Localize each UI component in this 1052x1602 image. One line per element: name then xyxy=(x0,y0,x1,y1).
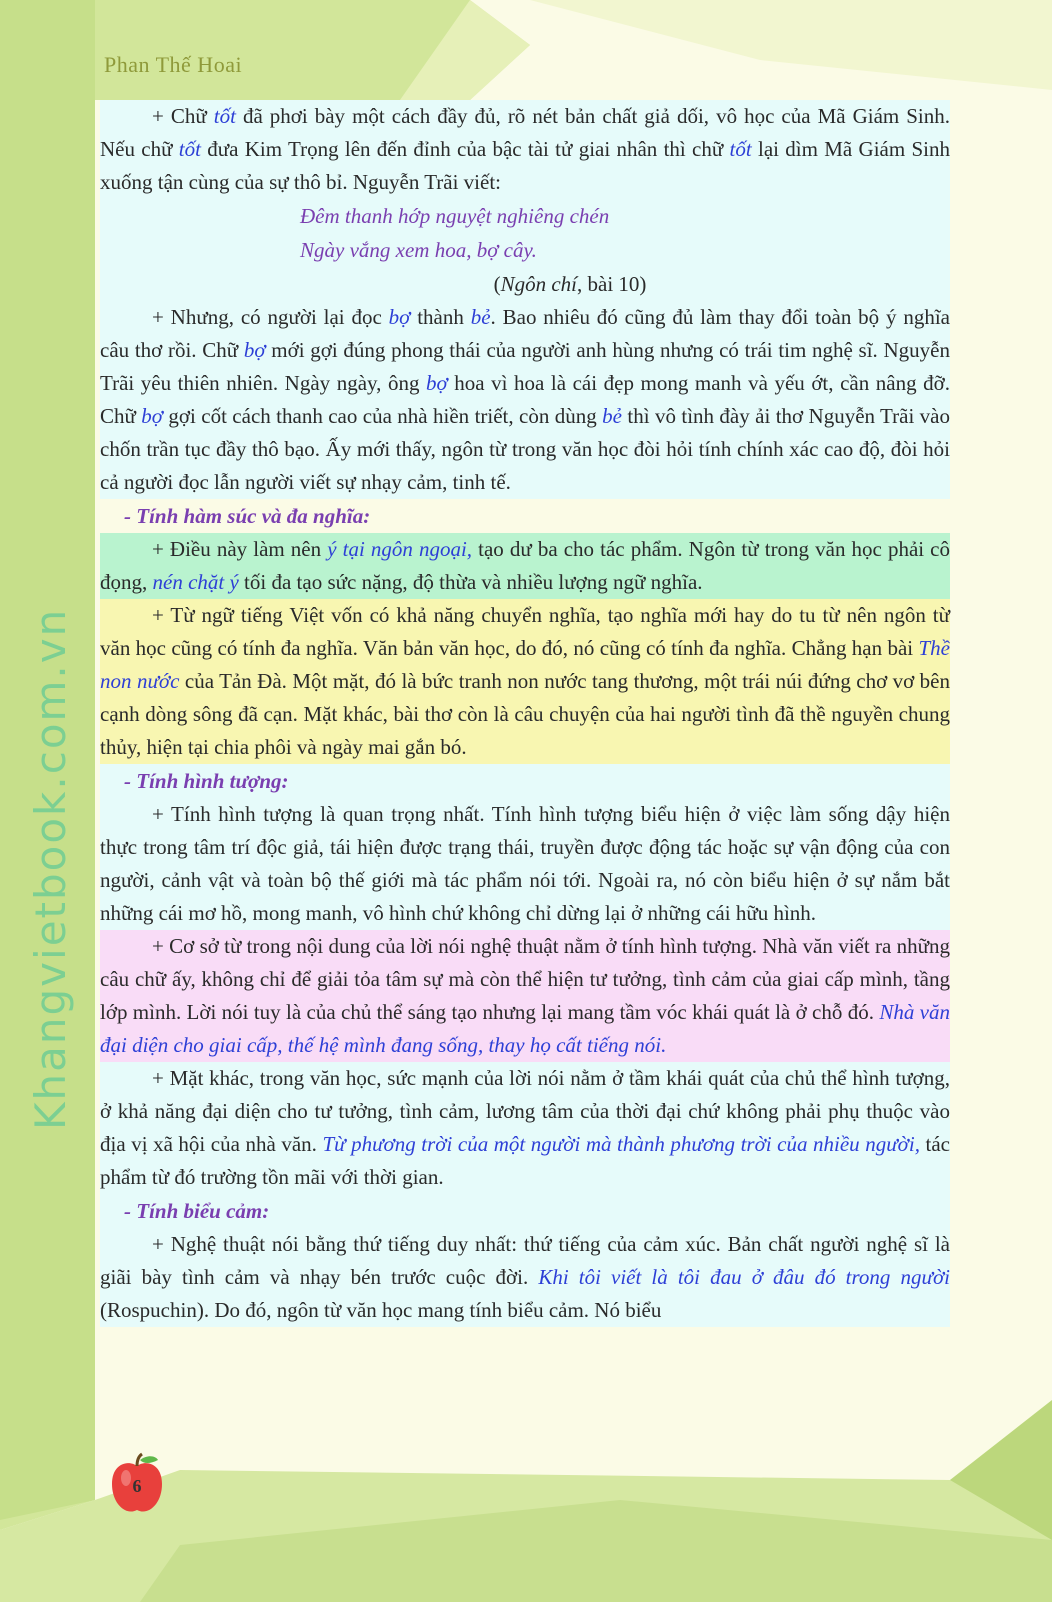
text: hoa vì hoa là cái đẹp mong manh và yếu ớt, cần nâng đỡ. Chữ xyxy=(100,371,950,428)
heading-hinh-tuong: - Tính hình tượng: xyxy=(124,769,289,793)
highlight: tốt xyxy=(213,104,236,128)
header-author: Phan Thế Hoai xyxy=(104,52,243,77)
text: . Bao nhiêu đó cũng đủ làm thay đổi toàn bộ ý nghĩa câu thơ rồi. Chữ xyxy=(100,305,951,362)
section-cyan-2 xyxy=(100,764,950,930)
highlight: tốt xyxy=(729,137,752,161)
highlight: bẻ xyxy=(470,305,491,329)
text: + Mặt khác, trong văn học, sức mạnh của lời nói nằm ở tầm khái quát của chủ thể hình tượng, ở khả năng đại diện cho tư tưởng, tình cảm, lương tâm của thời đại chứ không phải phụ thuộc vào địa vị xã hội của nhà văn. xyxy=(100,1066,950,1156)
poem-line-2: Ngày vắng xem hoa, bợ cây. xyxy=(300,238,537,262)
highlight: tốt xyxy=(178,137,201,161)
text: + Nhưng, có người lại đọc xyxy=(152,305,389,329)
highlight: bợ xyxy=(141,404,164,428)
text: đã phơi bày một cách đầy đủ, rõ nét bản chất giả dối, vô học của Mã Giám Sinh. Nếu chữ xyxy=(100,104,951,161)
highlight: Nhà văn đại diện cho giai cấp, thế hệ mình đang sống, thay họ cất tiếng nói. xyxy=(100,1000,951,1057)
section-pink xyxy=(100,930,950,1062)
paragraph-2 xyxy=(100,301,950,499)
paragraph-4 xyxy=(100,599,950,764)
heading-bieu-cam: - Tính biểu cảm: xyxy=(124,1199,270,1223)
text: gợi cốt cách thanh cao của nhà hiền triết, còn dùng xyxy=(163,404,603,428)
paragraph-6 xyxy=(100,930,950,1062)
text: thì vô tình đày ải thơ Nguyễn Trãi vào chốn trần tục đầy thô bạo. Ấy mới thấy, ngôn từ trong văn học đòi hỏi tính chính xác cao độ, đòi hỏi cả người đọc lẫn người viết sự nhạy cảm, tinh tế. xyxy=(100,404,951,494)
highlight: bợ xyxy=(243,338,266,362)
page-number-badge xyxy=(104,1452,170,1518)
paragraph-5: + Tính hình tượng là quan trọng nhất. Tính hình tượng biểu hiện ở việc làm sống dậy hiện thực trong tâm trí độc giả, tái hiện được trạng thái, truyền được động tác hoặc sự vận động của con người, cảnh vật và toàn bộ thế giới mà tác phẩm nói tới. Ngoài ra, nó còn biểu hiện ở sự nắm bắt những cái mơ hồ, mong manh, vô hình chứ không chỉ dừng lại ở những cái hữu hình. xyxy=(100,802,950,925)
text: tối đa tạo sức nặng, độ thừa và nhiều lượng ngữ nghĩa. xyxy=(238,570,703,594)
paragraph-3 xyxy=(100,533,950,599)
highlight: bợ xyxy=(388,305,411,329)
section-cyan xyxy=(100,100,950,499)
text: ( xyxy=(493,272,501,296)
highlight: bẻ xyxy=(602,404,622,428)
text: tạo dư ba cho tác phẩm. Ngôn từ trong văn học phải cô đọng, xyxy=(100,537,951,594)
text: + Từ ngữ tiếng Việt vốn có khả năng chuyển nghĩa, tạo nghĩa mới hay do tu từ nên ngôn từ văn học cũng có tính đa nghĩa. Văn bản văn học, do đó, nó cũng có tính đa nghĩa. Chẳng hạn bài xyxy=(100,603,950,660)
text: lại dìm Mã Giám Sinh xuống tận cùng của sự thô bỉ. Nguyễn Trãi viết: xyxy=(100,137,950,194)
poem-line-1: Đêm thanh hớp nguyệt nghiêng chén xyxy=(300,204,610,228)
text: , bài 10) xyxy=(577,272,647,296)
citation-title: Ngôn chí xyxy=(500,272,577,296)
watermark: Khangvietbook.com.vn xyxy=(26,607,75,1130)
text: tác phẩm từ đó trường tồn mãi với thời gian. xyxy=(100,1132,950,1189)
section-yellow xyxy=(100,599,950,764)
text: + Điều này làm nên xyxy=(152,537,328,561)
paragraph-7 xyxy=(100,1062,950,1194)
poem-citation xyxy=(100,267,950,301)
text: đưa Kim Trọng lên đến đỉnh của bậc tài tử giai nhân thì chữ xyxy=(200,137,730,161)
text: mới gợi đúng phong thái của người anh hùng nhưng có trái tim nghệ sĩ. Nguyễn Trãi yêu thiên nhiên. Ngày ngày, ông xyxy=(100,338,950,395)
page-number: 6 xyxy=(132,1476,142,1496)
paragraph-1 xyxy=(100,100,950,199)
highlight: bợ xyxy=(426,371,448,395)
text: (Rospuchin). Do đó, ngôn từ văn học mang tính biểu cảm. Nó biểu xyxy=(100,1298,662,1322)
highlight: Từ phương trời của một người mà thành phương trời của nhiều người, xyxy=(322,1132,920,1156)
section-green xyxy=(100,533,950,599)
text: thành xyxy=(410,305,471,329)
highlight: nén chặt ý xyxy=(152,570,239,594)
highlight: Thề non nước xyxy=(100,636,950,693)
section-cyan-3 xyxy=(100,1062,950,1327)
text: + Chữ xyxy=(152,104,214,128)
text: của Tản Đà. Một mặt, đó là bức tranh non nước tang thương, một trái núi đứng chơ vơ bên cạnh dòng sông đã cạn. Mặt khác, bài thơ còn là câu chuyện của hai người tình đã thề nguyền chung thủy, hiện tại chia phôi và ngày mai gắn bó. xyxy=(100,669,951,759)
page-content xyxy=(100,100,950,1327)
paragraph-8 xyxy=(100,1228,950,1327)
text: + Cơ sở từ trong nội dung của lời nói nghệ thuật nằm ở tính hình tượng. Nhà văn viết ra những câu chữ ấy, không chỉ để giải tỏa tâm sự mà còn thể hiện tư tưởng, tình cảm của giai cấp mình, tầng lớp mình. Lời nói tuy là của chủ thể sáng tạo nhưng lại mang tầm vóc khái quát là ở chỗ đó. xyxy=(100,934,950,1024)
text: + Nghệ thuật nói bằng thứ tiếng duy nhất: thứ tiếng của cảm xúc. Bản chất người nghệ sĩ là giãi bày tình cảm và nhạy bén trước cuộc đời. xyxy=(100,1232,950,1289)
highlight: ý tại ngôn ngoại, xyxy=(327,537,473,561)
heading-ham-suc: - Tính hàm súc và đa nghĩa: xyxy=(124,504,371,528)
highlight: Khi tôi viết là tôi đau ở đâu đó trong người xyxy=(538,1265,950,1289)
